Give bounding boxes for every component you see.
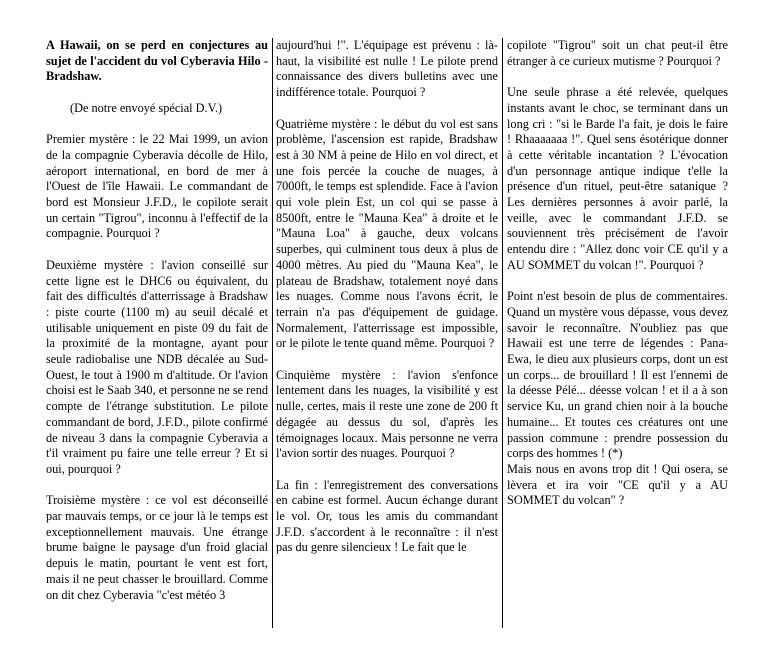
paragraph: Mais nous en avons trop dit ! Qui osera, se lèvera et ira voir "CE qu'il y a AU SOMMET du volcan" ?: [507, 461, 728, 508]
article-column-2: [276, 38, 498, 556]
paragraph: Deuxième mystère : l'avion conseillé sur cette ligne est le DHC6 ou équivalent, du fait des difficultés d'atterrissage à Bradshaw : piste courte (1100 m) au seuil décalé et utilisable uniquement en piste 09 du fait de la proximité de la montagne, ayant pour seule radiobalise une NDB décalée au Sud-Ouest, le tout à 1900 m d'altitude. Or l'avion choisi est le Saab 340, et personne ne se rend compte de l'étrange substitution. Le pilote commandant de bord, J.F.D., pilote confirmé de niveau 3 dans la compagnie Cyberavia a t'il vraiment pu faire une telle erreur ? Et si oui, pourquoi ?: [46, 257, 268, 476]
article-title: A Hawaii, on se perd en conjectures au sujet de l'accident du vol Cyberavia Hilo - Bradshaw.: [46, 38, 268, 84]
paragraph: La fin : l'enregistrement des conversations en cabine est formel. Aucun échange durant le vol. Or, tous les amis du commandant J.F.D. s'accordent à le reconnaître : il n'est pas du genre silencieux ! Le fait que le: [276, 477, 498, 555]
paragraph: Troisième mystère : ce vol est déconseillé par mauvais temps, or ce jour là le temps est exceptionnellement mauvais. Une étrange brume baigne le paysage d'un froid glacial depuis le matin, pourtant le vent est fort, mais il ne peut chasser le brouillard. Comme on dit chez Cyberavia "c'est météo 3: [46, 493, 268, 602]
article-column-3: [507, 38, 728, 509]
paragraph: aujourd'hui !". L'équipage est prévenu : là-haut, la visibilité est nulle ! Le pilote prend connaissance des divers bulletins avec une indifférence totale. Pourquoi ?: [276, 38, 498, 100]
column-divider-left: [272, 38, 273, 628]
article-byline: (De notre envoyé spécial D.V.): [70, 100, 223, 115]
paragraph: Point n'est besoin de plus de commentaires. Quand un mystère vous dépasse, vous devez savoir le reconnaître. N'oubliez pas que Hawaii est une terre de légendes : Pana-Ewa, le dieu aux plusieurs corps, dont un est un corps... de brouillard ! Il est l'ennemi de la déesse Pélé... déesse volcan ! et il a à son service Ku, un grand chien noir à la bouche humaine... Et toutes ces créatures ont une passion commune : prendre possession du corps des hommes ! (*): [507, 289, 728, 461]
paragraph: Premier mystère : le 22 Mai 1999, un avion de la compagnie Cyberavia décolle de Hilo, aéroport international, en bord de mer à l'Ouest de l'île Hawaii. Le commandant de bord est Monsieur J.F.D., le copilote serait un certain "Tigrou", inconnu à l'effectif de la compagnie. Pourquoi ?: [46, 132, 268, 241]
paragraph: Cinquième mystère : l'avion s'enfonce lentement dans les nuages, la visibilité y est nulle, certes, mais il reste une zone de 200 ft dégagée au dessus du sol, d'après les témoignages locaux. Mais personne ne verra l'avion sortir des nuages. Pourquoi ?: [276, 367, 498, 461]
paragraph: Quatrième mystère : le début du vol est sans problème, l'ascension est rapide, Bradshaw est à 30 NM à peine de Hilo en vol direct, et une fois percée la couche de nuages, à 7000ft, le temps est splendide. Face à l'avion qui vole plein Est, un col qui se passe à 8500ft, entre le "Mauna Kea" à droite et le "Mauna Loa" à gauche, deux volcans superbes, qui culminent tous deux à plus de 4000 mètres. Au pied du "Mauna Kea", le plateau de Bradshaw, totalement noyé dans les nuages. Comme nous l'avons écrit, le terrain n'a pas d'équipement de guidage. Normalement, l'atterrissage est impossible, or le pilote le tente quand même. Pourquoi ?: [276, 116, 498, 351]
paragraph: copilote "Tigrou" soit un chat peut-il être étranger à ce curieux mutisme ? Pourquoi ?: [507, 38, 728, 68]
column-divider-right: [502, 38, 503, 628]
article-column-1: [46, 38, 268, 603]
paragraph: Une seule phrase a été relevée, quelques instants avant le choc, se terminant dans un long cri : "si le Barde l'a fait, je dois le faire ! Rhaaaaaaa !". Quel sens ésotérique donner à cette véritable incantation ? L'évocation d'un personnage antique indique t'elle la présence d'un rituel, peut-être satanique ? Les dernières personnes à avoir parlé, la veille, avec le commandant J.F.D. se souviennent très précisément de l'avoir entendu dire : "Allez donc voir CE qu'il y a AU SOMMET du volcan !". Pourquoi ?: [507, 85, 728, 272]
